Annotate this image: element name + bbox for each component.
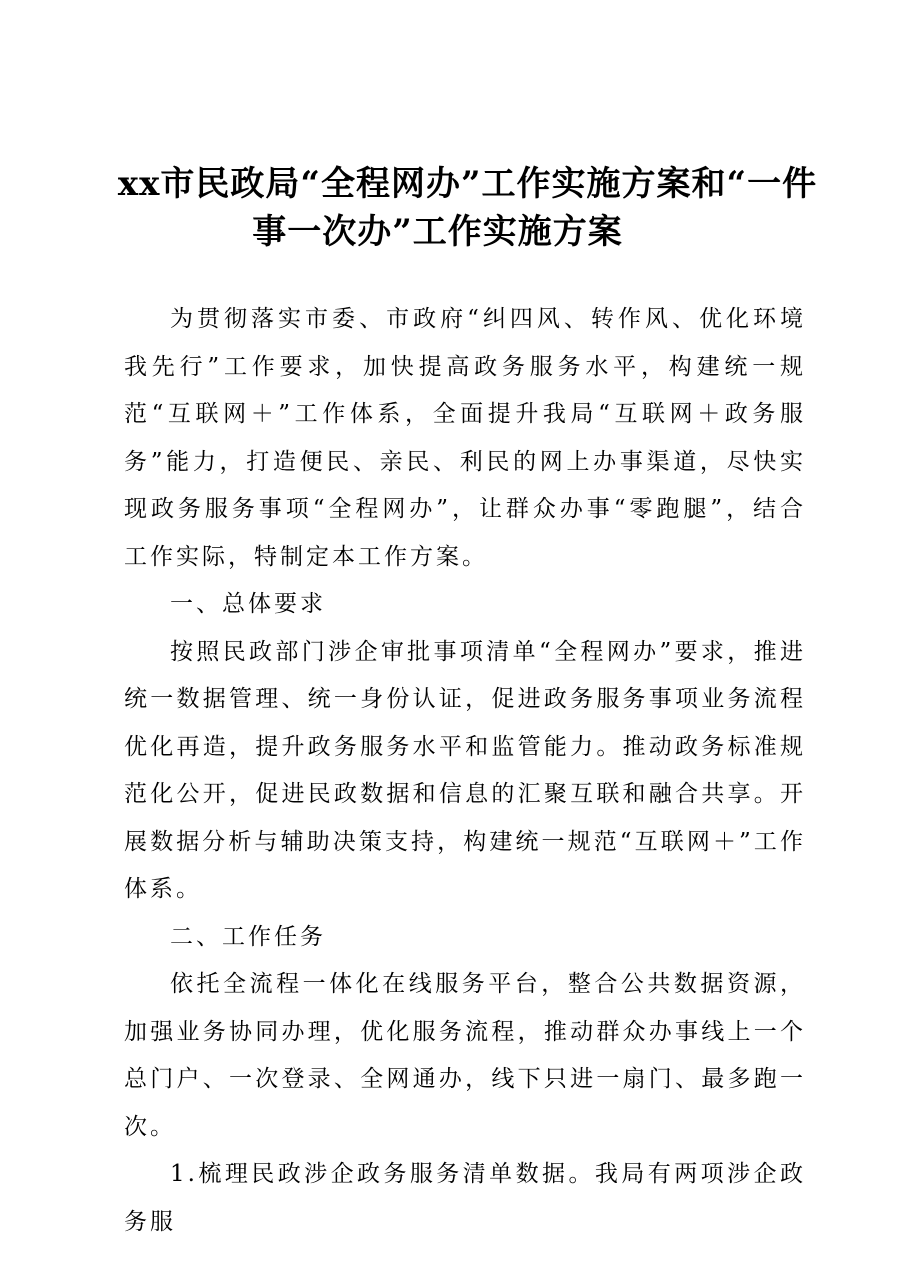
section-heading-work-tasks: 二、工作任务: [170, 923, 326, 950]
paragraph-general-requirements: 按照民政部门涉企审批事项清单“全程网办”要求，推进统一数据管理、统一身份认证，促进政务服务事项业务流程优化再造，提升政务服务水平和监管能力。推动政务标准规范化公开，促进民政数据和信息的汇聚互联和融合共享。开展数据分析与辅助决策支持，构建统一规范“互联网＋”工作体系。: [124, 638, 806, 902]
paragraph-task-1: 1.梳理民政涉企政务服务清单数据。我局有两项涉企政务服: [124, 1161, 806, 1235]
paragraph-work-tasks: 依托全流程一体化在线服务平台，整合公共数据资源，加强业务协同办理，优化服务流程，推动群众办事线上一个总门户、一次登录、全网通办，线下只进一扇门、最多跑一次。: [124, 971, 806, 1140]
title-line-2: 事一次办”工作实施方案: [252, 212, 623, 252]
title-line-1: xx市民政局“全程网办”工作实施方案和“一件: [117, 164, 818, 204]
section-heading-general-requirements: 一、总体要求: [170, 591, 326, 617]
paragraph-intro: 为贯彻落实市委、市政府“纠四风、转作风、优化环境我先行”工作要求，加快提高政务服务水平，构建统一规范“互联网＋”工作体系，全面提升我局“互联网＋政务服务”能力，打造便民、亲民、利民的网上办事渠道，尽快实现政务服务事项“全程网办”，让群众办事“零跑腿”，结合工作实际，特制定本工作方案。: [124, 306, 806, 570]
document-body: [124, 296, 806, 1246]
document-title: [100, 160, 835, 256]
